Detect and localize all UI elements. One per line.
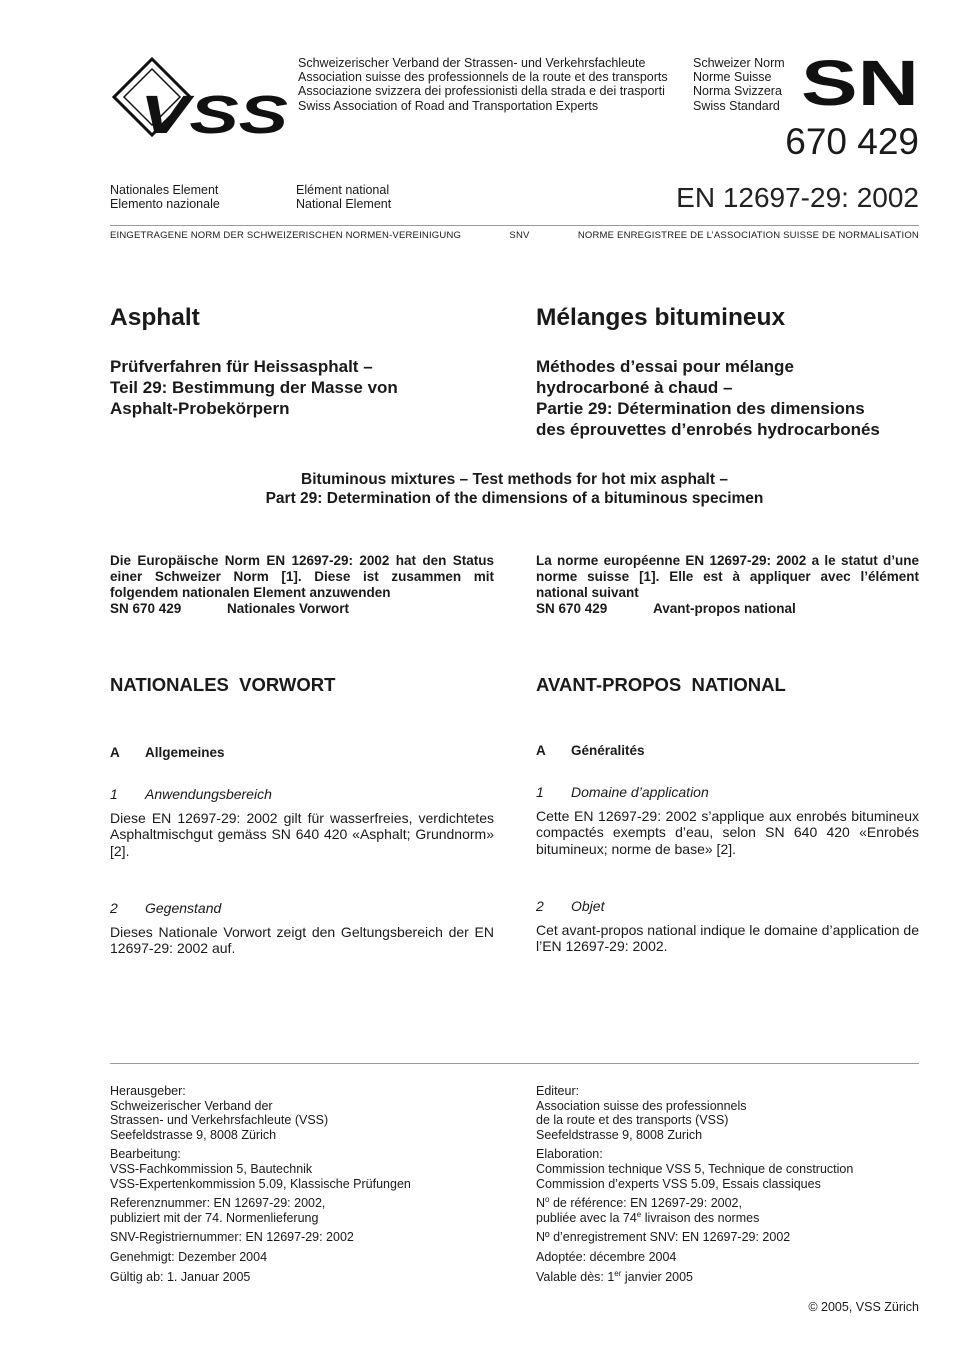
footer-fr-reference — [536, 1196, 919, 1211]
foreword-fr-item-1-text: Cette EN 12697-29: 2002 s’applique aux enrobés bitumineux compactés exempts d’eau, selon SN 640 420 «Enrobés bitumineux; norme de base» [2]. — [536, 808, 919, 857]
title-de-sub-line: Teil 29: Bestimmung der Masse von — [110, 378, 398, 397]
national-element-fr-en — [296, 183, 391, 211]
intro-de-text: Die Europäische Norm EN 12697-29: 2002 hat den Status einer Schweizer Norm [1]. Diese ist zusammen mit folgendem nationalen Element anzuwenden — [110, 553, 494, 600]
title-fr — [536, 304, 919, 440]
intro-fr-ref-title: Avant-propos national — [653, 601, 796, 616]
text-part: livraison des normes — [641, 1210, 760, 1225]
title-fr-sub-line: hydrocarboné à chaud – — [536, 378, 733, 397]
footer-de-editing-line: VSS-Expertenkommission 5.09, Klassische Prüfungen — [110, 1176, 411, 1191]
national-element-it: Elemento nazionale — [110, 197, 220, 212]
intro-de-ref-title: Nationales Vorwort — [227, 601, 350, 616]
registration-right: NORME ENREGISTREE DE L’ASSOCIATION SUISSE DE NORMALISATION — [577, 230, 919, 241]
registration-center: SNV — [509, 230, 530, 241]
footer-fr — [536, 1084, 919, 1289]
norm-number: 670 429 — [785, 121, 919, 162]
header-divider — [110, 225, 919, 226]
item-title: Anwendungsbereich — [145, 786, 272, 802]
foreword-fr-item-2-text: Cet avant-propos national indique le domaine d’application de l’EN 12697-29: 2002. — [536, 922, 919, 955]
footer-de-publisher-label: Herausgeber: — [110, 1084, 186, 1098]
footer-fr-publisher-line: Seefeldstrasse 9, 8008 Zurich — [536, 1127, 703, 1142]
intro-de-ref — [110, 601, 494, 617]
footer-fr-snv-reg: Nº d’enregistrement SNV: EN 12697-29: 2002 — [536, 1230, 791, 1245]
foreword-fr-section-title: Généralités — [571, 743, 645, 758]
en-reference: EN 12697-29: 2002 — [676, 182, 919, 213]
item-title: Domaine d’application — [571, 784, 709, 800]
foreword-de-item-1-text: Diese EN 12697-29: 2002 gilt für wasserfreies, verdichtetes Asphaltmischgut gemäss SN 640 420 «Asphalt; Grundnorm» [2]. — [110, 810, 494, 859]
footer-de-valid: Gültig ab: 1. Januar 2005 — [110, 1269, 251, 1284]
text-part: Valable dès: 1 — [536, 1269, 615, 1284]
foreword-fr-section — [536, 743, 919, 758]
title-de-sub-line: Asphalt-Probekörpern — [110, 399, 290, 418]
title-de-sub-line: Prüfverfahren für Heissasphalt – — [110, 357, 373, 376]
text-part: publiée avec la 74 — [536, 1210, 637, 1225]
item-number: 2 — [536, 898, 544, 914]
footer-fr-publisher-label: Editeur: — [536, 1084, 580, 1098]
title-de-main: Asphalt — [110, 304, 200, 331]
association-line: Swiss Association of Road and Transportation Experts — [298, 98, 599, 113]
footer-fr-valid — [536, 1270, 919, 1285]
intro-fr-text: La norme européenne EN 12697-29: 2002 a le statut d’une norme suisse [1]. Elle est à appliquer avec l’élément national suivant — [536, 553, 919, 600]
association-line: Associazione svizzera dei professionisti della strada e dei trasporti — [298, 84, 665, 99]
footer-fr-editing-line: Commission technique VSS 5, Technique de construction — [536, 1161, 854, 1176]
footer-fr-publisher-line: Association suisse des professionnels — [536, 1098, 747, 1113]
foreword-de-item-1-heading — [110, 786, 494, 802]
norm-type-line: Swiss Standard — [693, 98, 780, 113]
footer-fr-editing-line: Commission d’experts VSS 5.09, Essais classiques — [536, 1176, 821, 1191]
footer-de-editing-label: Bearbeitung: — [110, 1147, 181, 1162]
foreword-de-item-2-heading — [110, 900, 494, 916]
text-part: N — [536, 1196, 546, 1211]
intro-fr-ref-number: SN 670 429 — [536, 601, 608, 616]
footer-de-snv-reg: SNV-Registriernummer: EN 12697-29: 2002 — [110, 1230, 354, 1245]
foreword-de-item-2-text: Dieses Nationale Vorwort zeigt den Geltungsbereich der EN 12697-29: 2002 auf. — [110, 924, 494, 957]
sn-logo — [801, 58, 919, 108]
title-en — [110, 470, 919, 508]
footer-de-publisher-line: Seefeldstrasse 9, 8008 Zürich — [110, 1127, 277, 1142]
footer-de — [110, 1084, 494, 1289]
footer-fr-published — [536, 1211, 919, 1226]
title-en-line: Part 29: Determination of the dimensions of a bituminous specimen — [265, 490, 764, 507]
title-en-line: Bituminous mixtures – Test methods for hot mix asphalt – — [301, 471, 728, 488]
foreword-fr-item-2-heading — [536, 898, 919, 914]
norm-type-line: Norme Suisse — [693, 70, 772, 85]
footer-fr-approved: Adoptée: décembre 2004 — [536, 1249, 677, 1264]
footer-de-approved: Genehmigt: Dezember 2004 — [110, 1249, 268, 1264]
title-de — [110, 304, 494, 419]
item-number: 2 — [110, 900, 118, 916]
foreword-fr-heading: AVANT-PROPOS NATIONAL — [536, 674, 786, 695]
norm-type-line: Schweizer Norm — [693, 56, 785, 70]
item-number: 1 — [536, 784, 544, 800]
national-element-de-it — [110, 183, 220, 211]
copyright: © 2005, VSS Zürich — [808, 1300, 919, 1314]
association-line: Schweizerischer Verband der Strassen- und Verkehrsfachleute — [298, 56, 646, 70]
national-element-fr: Elément national — [296, 183, 390, 197]
foreword-fr-section-letter: A — [536, 743, 546, 758]
footer-de-editing-line: VSS-Fachkommission 5, Bautechnik — [110, 1161, 313, 1176]
registration-bar — [110, 230, 919, 241]
title-fr-sub-line: des éprouvettes d’enrobés hydrocarbonés — [536, 420, 880, 439]
text-part: de référence: EN 12697-29: 2002, — [549, 1196, 742, 1211]
text-part: janvier 2005 — [621, 1269, 693, 1284]
footer-de-publisher-line: Strassen- und Verkehrsfachleute (VSS) — [110, 1113, 329, 1128]
title-fr-main: Mélanges bitumineux — [536, 304, 786, 331]
footer-de-reference-line: Referenznummer: EN 12697-29: 2002, — [110, 1196, 326, 1211]
intro-fr-ref — [536, 601, 919, 617]
foreword-de-section-title: Allgemeines — [145, 745, 225, 760]
superscript: o — [545, 1195, 550, 1204]
footer-fr-editing-label: Elaboration: — [536, 1147, 603, 1162]
foreword-de-heading: NATIONALES VORWORT — [110, 674, 336, 695]
norm-type — [693, 56, 785, 113]
superscript: e — [636, 1209, 642, 1219]
item-number: 1 — [110, 786, 118, 802]
national-element-de: Nationales Element — [110, 183, 219, 197]
intro-fr — [536, 553, 919, 617]
footer-fr-publisher-line: de la route et des transports (VSS) — [536, 1113, 729, 1128]
footer-de-publisher-line: Schweizerischer Verband der — [110, 1098, 273, 1113]
foreword-de-section-letter: A — [110, 745, 120, 760]
association-line: Association suisse des professionnels de la route et des transports — [298, 70, 668, 85]
vss-logo-text: VSS — [140, 85, 288, 139]
intro-de — [110, 553, 494, 617]
registration-left: EINGETRAGENE NORM DER SCHWEIZERISCHEN NORMEN-VEREINIGUNG — [110, 230, 462, 241]
vss-logo — [110, 57, 290, 139]
item-title: Objet — [571, 898, 605, 914]
footer-divider — [110, 1063, 919, 1064]
national-element-en: National Element — [296, 197, 392, 212]
sn-logo-text: SN — [801, 58, 919, 108]
foreword-fr-item-1-heading — [536, 784, 919, 800]
superscript: er — [614, 1268, 622, 1278]
title-fr-sub-line: Partie 29: Détermination des dimensions — [536, 399, 865, 418]
footer-de-reference-line: publiziert mit der 74. Normenlieferung — [110, 1210, 319, 1225]
intro-de-ref-number: SN 670 429 — [110, 601, 182, 616]
title-de-sub — [110, 356, 494, 419]
association-names — [298, 56, 668, 113]
norm-type-line: Norma Svizzera — [693, 84, 782, 99]
foreword-de-section — [110, 745, 494, 760]
item-title: Gegenstand — [145, 900, 222, 916]
title-fr-sub — [536, 356, 919, 440]
title-fr-sub-line: Méthodes d’essai pour mélange — [536, 357, 794, 376]
